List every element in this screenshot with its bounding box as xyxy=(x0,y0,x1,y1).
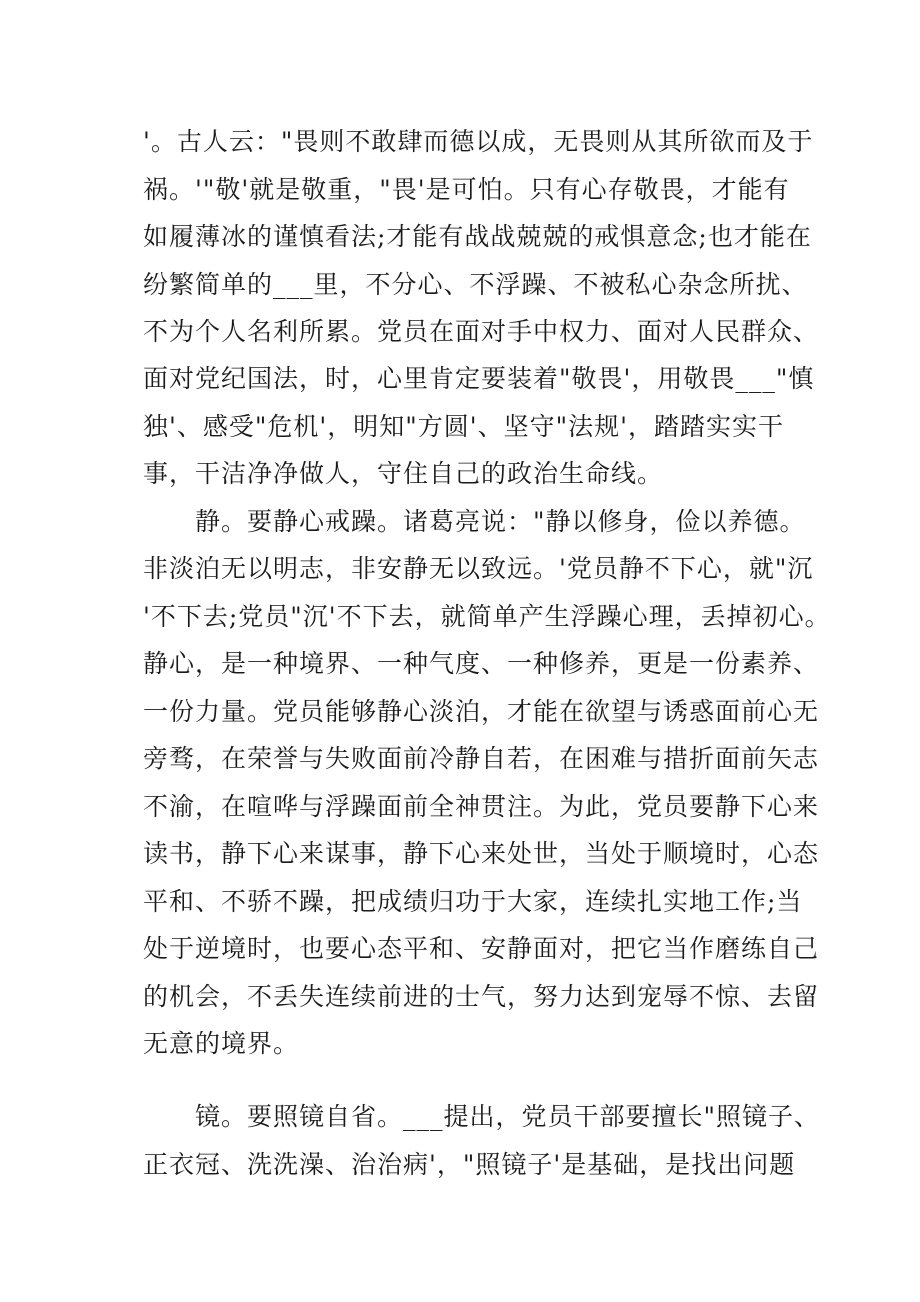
paragraph-2-line-8: 读书，静下心来谋事，静下心来处世，当处于顺境时，心态 xyxy=(143,839,820,868)
paragraph-2-line-1: 静。要静心戒躁。诸葛亮说："静以修身，俭以养德。 xyxy=(143,507,806,536)
paragraph-1-line-3: 如履薄冰的谨慎看法;才能有战战兢兢的戒惧意念;也才能在 xyxy=(143,222,812,251)
paragraph-1-line-4: 纷繁简单的___里，不分心、不浮躁、不被私心杂念所扰、 xyxy=(143,270,808,299)
paragraph-2-line-10: 处于逆境时，也要心态平和、安静面对，把它当作磨练自己 xyxy=(143,934,820,963)
paragraph-2-line-6: 旁骛，在荣誉与失败面前冷静自若，在困难与措折面前矢志 xyxy=(143,744,820,773)
paragraph-2-line-11: 的机会，不丢失连续前进的士气，努力达到宠辱不惊、去留 xyxy=(143,982,820,1011)
paragraph-2-line-3: '不下去;党员"沉'不下去，就简单产生浮躁心理，丢掉初心。 xyxy=(143,602,831,631)
paragraph-2-line-12: 无意的境界。 xyxy=(143,1029,300,1058)
paragraph-2-line-9: 平和、不骄不躁，把成绩归功于大家，连续扎实地工作;当 xyxy=(143,887,803,916)
paragraph-1-line-5: 不为个人名利所累。党员在面对手中权力、面对人民群众、 xyxy=(143,317,820,346)
paragraph-3-line-1: 镜。要照镜自省。___提出，党员干部要擅长"照镜子、 xyxy=(143,1102,821,1131)
paragraph-1-line-7: 独'、感受"危机'，明知"方圆'、坚守"法规'，踏踏实实干 xyxy=(143,412,784,441)
paragraph-2-line-4: 静心，是一种境界、一种气度、一种修养，更是一份素养、 xyxy=(143,649,820,678)
paragraph-2-line-7: 不渝，在喧哗与浮躁面前全神贯注。为此，党员要静下心来 xyxy=(143,792,820,821)
paragraph-1-line-2: 祸。'"敬'就是敬重，"畏'是可怕。只有心存敬畏，才能有 xyxy=(143,175,790,204)
paragraph-2-line-2: 非淡泊无以明志，非安静无以致远。'党员静不下心，就"沉 xyxy=(143,554,814,583)
paragraph-1-line-8: 事，干洁净净做人，守住自己的政治生命线。 xyxy=(143,459,664,488)
paragraph-1-line-1: '。古人云："畏则不敢肆而德以成，无畏则从其所欲而及于 xyxy=(143,127,814,156)
paragraph-2-line-5: 一份力量。党员能够静心淡泊，才能在欲望与诱惑面前心无 xyxy=(143,697,820,726)
paragraph-3-line-2: 正衣冠、洗洗澡、治治病'，"照镜子'是基础，是找出问题 xyxy=(143,1150,796,1179)
paragraph-1-line-6: 面对党纪国法，时，心里肯定要装着"敬畏'，用敬畏___"慎 xyxy=(143,364,815,393)
